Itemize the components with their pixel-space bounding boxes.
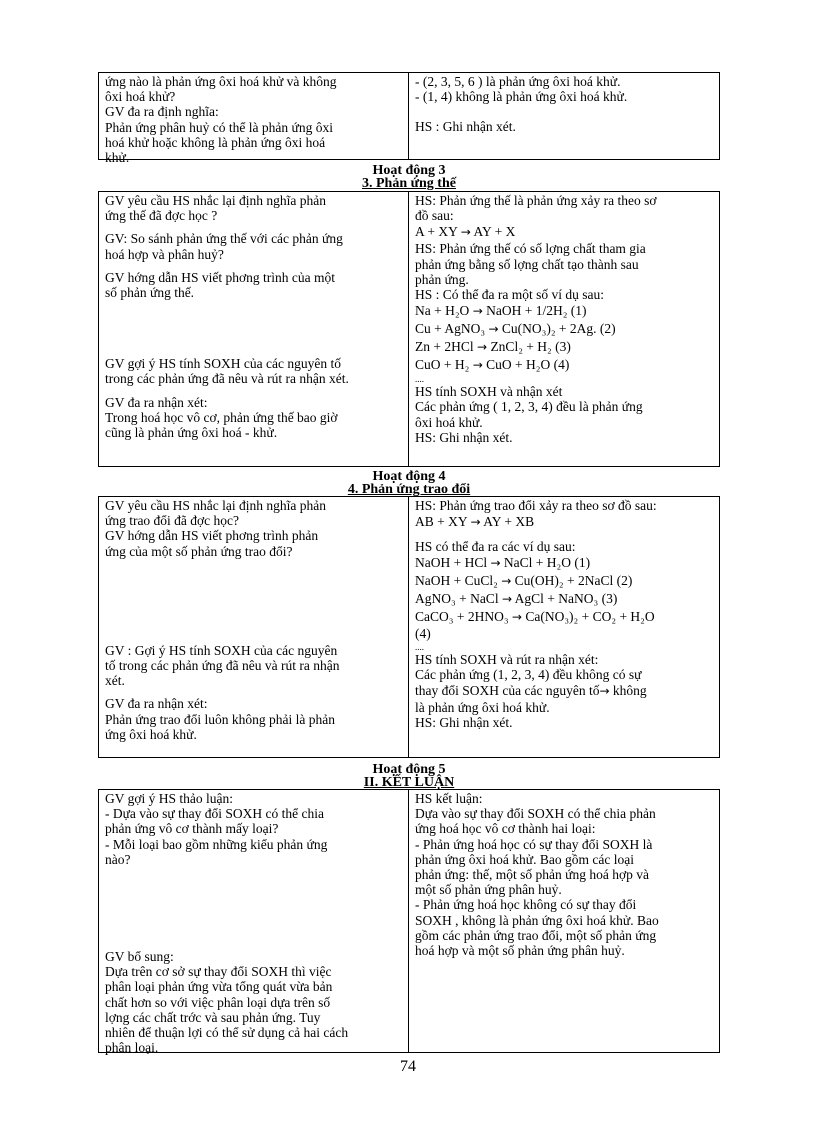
equation-rhs: ZnCl₂ + H₂ (3) xyxy=(490,339,571,355)
reaction-equation xyxy=(415,608,713,626)
activity-subtitle: 4. Phản ứng trao đổi xyxy=(347,482,471,497)
equation-lhs: NaOH + HCl xyxy=(415,555,488,571)
text-line: GV yêu cầu HS nhắc lại định nghĩa phản xyxy=(105,193,326,208)
arrow-right-icon: → xyxy=(472,358,483,373)
text-line: hoá khử hoặc không là phản ứng ôxi hoá xyxy=(105,134,326,150)
text-line: HS : Có thể đa ra một số ví dụ sau: xyxy=(415,287,604,303)
text-line: hoá hợp và phân huỷ? xyxy=(105,246,224,262)
text-line: Dựa vào sự thay đổi SOXH có thể chia phản xyxy=(415,806,656,822)
activity-title: Hoạt động 3 xyxy=(372,163,446,178)
text-line: - Phản ứng hoá học không có sự thay đổi xyxy=(415,897,637,913)
student-column xyxy=(409,73,719,159)
text-line: HS kết luận: xyxy=(415,791,483,806)
equation-rhs: Cu(OH)₂ + 2NaCl (2) xyxy=(514,573,633,589)
text-line: phân loại. xyxy=(105,1040,159,1056)
scheme-rhs: AY + X xyxy=(473,224,516,240)
text-line: GV : Gợi ý HS tính SOXH của các nguyên xyxy=(105,642,338,658)
text-line: trong các phản ứng đã nêu và rút ra nhận xét. xyxy=(105,371,349,387)
page-number: 74 xyxy=(400,1058,416,1075)
equation-number: (4) xyxy=(415,626,431,642)
reaction-scheme xyxy=(415,223,713,241)
reaction-equation xyxy=(415,590,713,608)
text-line: HS tính SOXH và nhận xét xyxy=(415,384,563,400)
scheme-rhs: AY + XB xyxy=(483,514,535,530)
text-line: HS có thể đa ra các ví dụ sau: xyxy=(415,539,576,555)
text-line: - (1, 4) không là phản ứng ôxi hoá khử. xyxy=(415,89,628,105)
text-line: phản ứng bằng số lợng chất tạo thành sau xyxy=(415,256,639,272)
equation-lhs: NaOH + CuCl₂ xyxy=(415,573,498,589)
text-line: ứng thế đã đợc học ? xyxy=(105,208,218,224)
text-line: ứng trao đổi đã đợc học? xyxy=(105,513,240,529)
text-line: Trong hoá học vô cơ, phản ứng thế bao giờ xyxy=(105,409,338,425)
student-column xyxy=(409,497,719,757)
text-line: GV đa ra nhận xét: xyxy=(105,394,208,410)
text-line: Các phản ứng ( 1, 2, 3, 4) đều là phản ứng xyxy=(415,399,643,415)
equation-lhs: Zn + 2HCl xyxy=(415,339,474,355)
activity-subtitle: 3. Phản ứng thế xyxy=(362,176,456,191)
arrow-right-icon: → xyxy=(470,515,481,530)
text-line: phản ứng. xyxy=(415,271,469,287)
text-line: GV yêu cầu HS nhắc lại định nghĩa phản xyxy=(105,498,326,513)
equation-lhs: Na + H₂O xyxy=(415,303,470,319)
arrow-right-icon: → xyxy=(501,574,512,589)
text-line: phản ứng ôxi hoá khử. Bao gồm các loại xyxy=(415,851,634,867)
arrow-right-icon: → xyxy=(511,610,522,625)
text-line: hoá hợp và một số phản ứng phân huỷ. xyxy=(415,943,625,959)
text-line: - (2, 3, 5, 6 ) là phản ứng ôxi hoá khử. xyxy=(415,74,621,89)
text-line: đồ sau: xyxy=(415,208,454,224)
student-column xyxy=(409,192,719,466)
scheme-lhs: A + XY xyxy=(415,224,458,240)
reaction-equation xyxy=(415,302,713,320)
text-line: - Mỗi loại bao gồm những kiểu phản ứng xyxy=(105,836,328,852)
equation-rhs: CuO + H₂O (4) xyxy=(486,357,570,373)
equation-rhs: AgCl + NaNO₃ (3) xyxy=(514,591,618,607)
equation-lhs: CuO + H₂ xyxy=(415,357,470,373)
text-line: Các phản ứng (1, 2, 3, 4) đều không có sự xyxy=(415,666,642,682)
text-line: ôxi hoá khử? xyxy=(105,89,176,105)
ellipsis: .... xyxy=(415,641,424,652)
text-line: phản ứng: thế, một số phản ứng hoá hợp và xyxy=(415,867,649,883)
text-line: HS: Ghi nhận xét. xyxy=(415,715,513,731)
text-line: ứng nào là phản ứng ôxi hoá khử và không xyxy=(105,74,337,89)
reaction-equation xyxy=(415,554,713,572)
activity-title: Hoạt động 5 xyxy=(372,762,446,777)
reaction-equation xyxy=(415,320,713,338)
text-line: - Dựa vào sự thay đổi SOXH có thể chia xyxy=(105,806,324,822)
text-line: HS: Phản ứng thế là phản ứng xảy ra theo sơ xyxy=(415,193,657,208)
text-fragment: thay đổi SOXH của các nguyên tố xyxy=(415,683,600,699)
text-line: khử. xyxy=(105,150,130,166)
text-line: GV hớng dẫn HS viết phơng trình của một xyxy=(105,269,336,285)
activity-subtitle: II. KẾT LUẬN xyxy=(363,775,455,790)
table-substitution xyxy=(98,191,720,467)
arrow-right-icon: → xyxy=(599,684,610,699)
text-line xyxy=(415,682,713,700)
text-line: xét. xyxy=(105,673,125,689)
text-line: HS: Phản ứng trao đổi xảy ra theo sơ đồ sau: xyxy=(415,498,657,513)
arrow-right-icon: → xyxy=(490,556,501,571)
text-line: nhiên để thuận lợi có thể sử dụng cả hai cách xyxy=(105,1025,349,1041)
equation-lhs: Cu + AgNO₃ xyxy=(415,321,486,337)
text-line: là phản ứng ôxi hoá khử. xyxy=(415,700,550,716)
activity-heading-3 xyxy=(98,164,720,190)
text-line: HS: Ghi nhận xét. xyxy=(415,429,513,445)
equation-rhs: NaOH + 1/2H₂ (1) xyxy=(486,303,587,319)
reaction-equation xyxy=(415,356,713,374)
arrow-right-icon: → xyxy=(477,340,488,355)
text-line: cũng là phản ứng ôxi hoá - khử. xyxy=(105,425,278,441)
text-line: GV hớng dẫn HS viết phơng trình phản xyxy=(105,528,319,544)
text-line: chất hơn so với việc phân loại dựa trên số xyxy=(105,994,331,1010)
text-line: ôxi hoá khử. xyxy=(415,414,483,430)
equation-rhs: Ca(NO₃)₂ + CO₂ + H₂O xyxy=(525,609,655,625)
table-conclusion xyxy=(98,789,720,1056)
equation-rhs: Cu(NO₃)₂ + 2Ag. (2) xyxy=(501,321,616,337)
text-line: GV gợi ý HS thảo luận: xyxy=(105,791,234,806)
arrow-right-icon: → xyxy=(472,304,483,319)
text-line: số phản ứng thế. xyxy=(105,285,195,301)
reaction-scheme xyxy=(415,513,713,531)
text-line: GV bổ sung: xyxy=(105,949,174,965)
text-line: - Phản ứng hoá học có sự thay đổi SOXH là xyxy=(415,836,653,852)
text-line: tố trong các phản ứng đã nêu và rút ra nhận xyxy=(105,658,340,674)
text-line: một số phản ứng phân huỷ. xyxy=(415,882,562,898)
text-line: SOXH , không là phản ứng ôxi hoá khử. Bao xyxy=(415,912,659,928)
activity-title: Hoạt động 4 xyxy=(372,469,446,484)
text-line: GV: So sánh phản ứng thế với các phản ứng xyxy=(105,231,343,247)
text-line: HS: Phản ứng thế có số lợng chất tham gia xyxy=(415,241,646,257)
text-line: gồm các phản ứng trao đổi, một số phản ứng xyxy=(415,927,657,943)
equation-rhs: NaCl + H₂O (1) xyxy=(503,555,591,571)
teacher-column xyxy=(99,192,409,466)
text-line: ứng ôxi hoá khử. xyxy=(105,726,197,742)
text-line: Phản ứng phân huỷ có thể là phản ứng ôxi xyxy=(105,119,333,135)
text-line: HS : Ghi nhận xét. xyxy=(415,119,516,135)
arrow-right-icon: → xyxy=(460,225,471,240)
text-line: ứng hoá học vô cơ thành hai loại: xyxy=(415,821,596,837)
equation-lhs: AgNO₃ + NaCl xyxy=(415,591,499,607)
text-line: ứng của một số phản ứng trao đổi? xyxy=(105,543,293,559)
text-line: HS tính SOXH và rút ra nhận xét: xyxy=(415,651,599,667)
text-line: GV đa ra nhận xét: xyxy=(105,696,208,712)
text-line: phân loại phản ứng vừa tổng quát vừa bản xyxy=(105,979,333,995)
text-line: lợng các chất trớc và sau phản ứng. Tuy xyxy=(105,1009,321,1025)
table-exchange xyxy=(98,496,720,758)
ellipsis: .... xyxy=(415,374,424,385)
activity-heading-4 xyxy=(98,470,720,496)
reaction-equation xyxy=(415,572,713,590)
activity-heading-5 xyxy=(98,763,720,789)
arrow-right-icon: → xyxy=(501,592,513,607)
table-continuation xyxy=(98,72,720,166)
equation-lhs: CaCO₃ + 2HNO₃ xyxy=(415,609,509,625)
reaction-equation xyxy=(415,338,713,356)
text-line: GV gợi ý HS tính SOXH của các nguyên tố xyxy=(105,356,341,372)
teacher-column xyxy=(99,497,409,757)
text-line: GV đa ra định nghĩa: xyxy=(105,104,219,120)
text-line: nào? xyxy=(105,851,131,867)
teacher-column xyxy=(99,73,409,166)
teacher-column xyxy=(99,790,409,1056)
text-line: phản ứng vô cơ thành mấy loại? xyxy=(105,821,279,837)
arrow-right-icon: → xyxy=(488,322,499,337)
student-column xyxy=(409,790,719,1052)
scheme-lhs: AB + XY xyxy=(415,514,468,530)
text-line: Dựa trên cơ sở sự thay đổi SOXH thì việc xyxy=(105,964,332,980)
text-fragment: không xyxy=(612,683,647,699)
text-line: Phản ứng trao đổi luôn không phải là phản xyxy=(105,711,336,727)
